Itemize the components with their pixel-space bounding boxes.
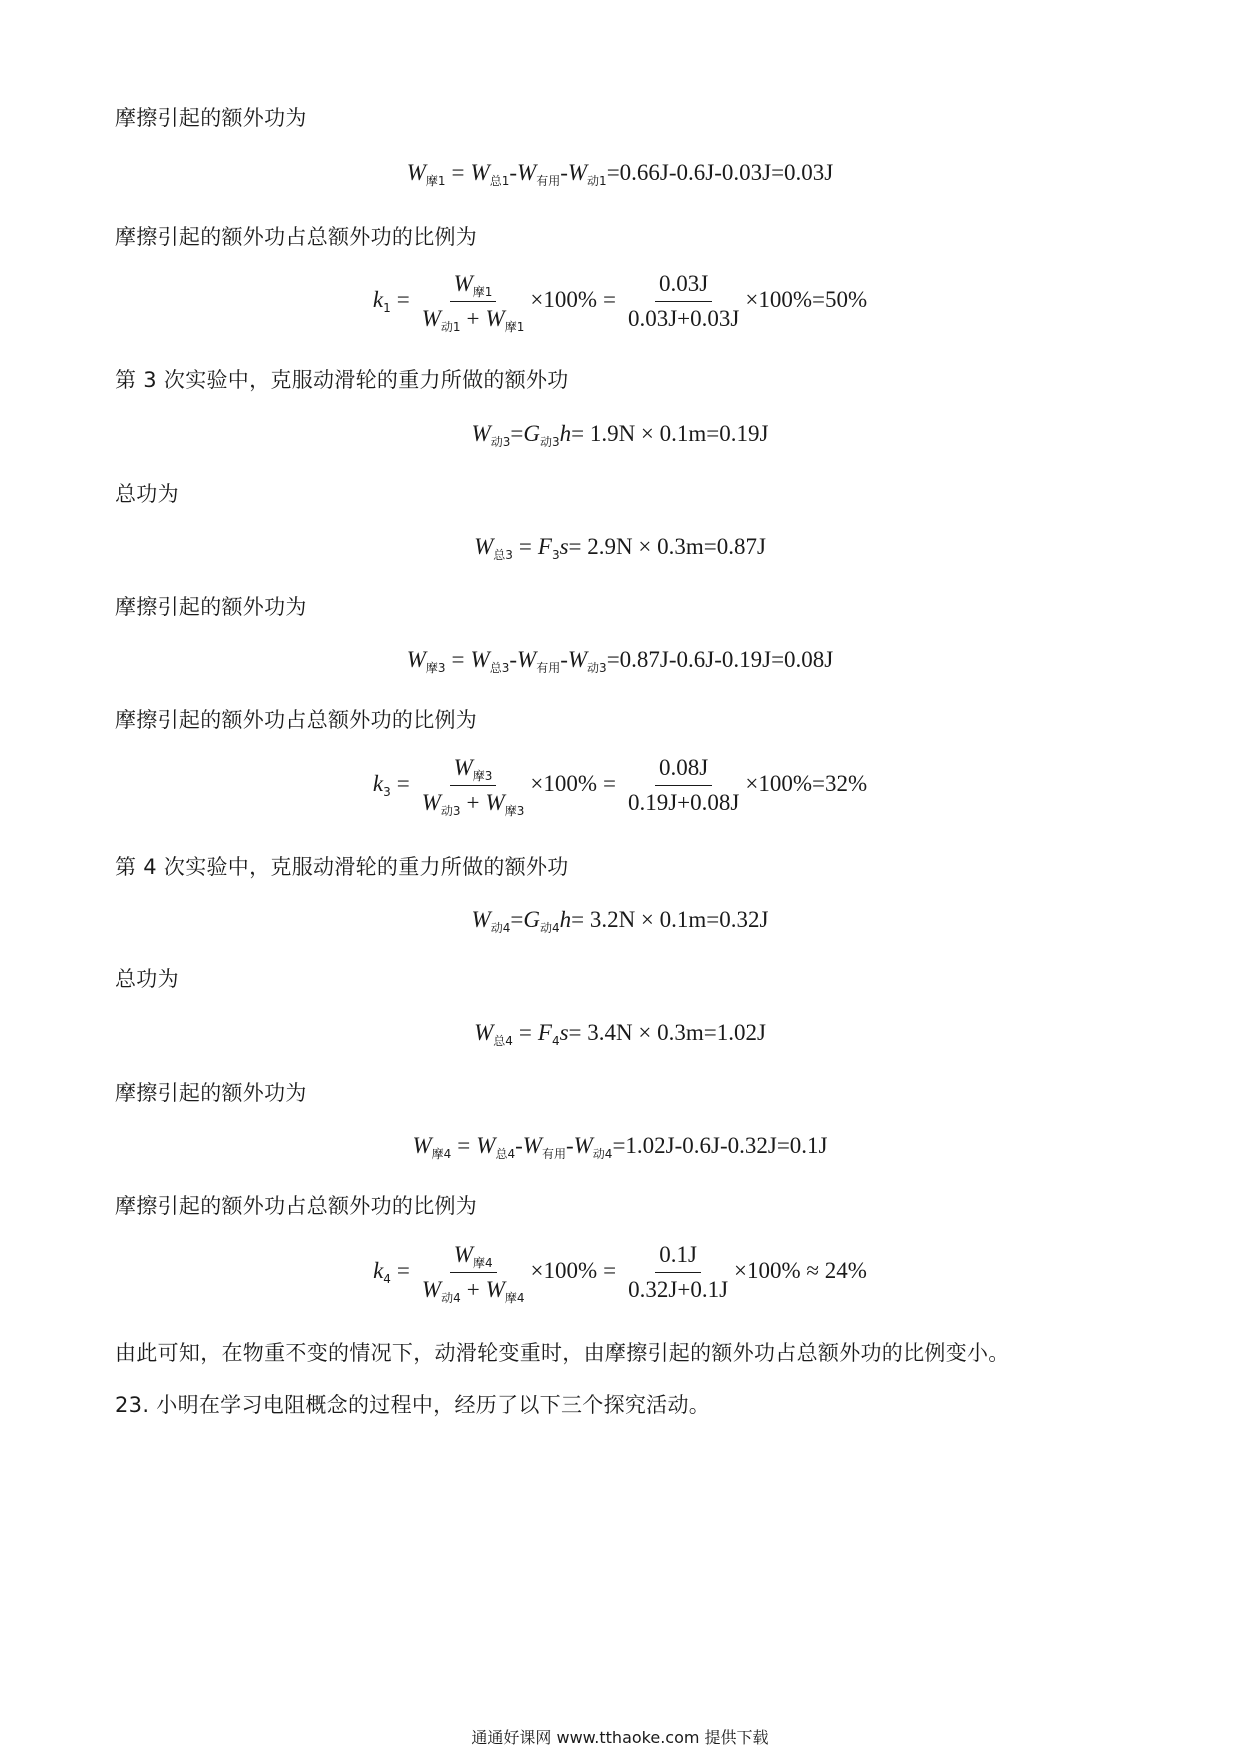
text-friction-extra-work-3: 摩擦引起的额外功为 (115, 595, 307, 619)
equation-k1: $k_1$ = $\frac{W_{摩1}}{W_{动1} + W_{摩1}}$ ×100% = $\frac{0.03J}{0.03J+0.03J}$ ×100%=50% (372, 271, 868, 334)
equation-w-total-3: $W_{总3} = F_3s= 2.9N \times 0.3m=0.87J$ (474, 534, 766, 562)
footer-credit: 通通好课网 www.tthaoke.com 提供下载 (471, 1728, 769, 1747)
equation-w-move-3: $W_{动3}=G_{动3}h= 1.9N \times 0.1m=0.19J$ (471, 421, 769, 449)
equation-w-total-4: $W_{总4} = F_4s= 3.4N \times 0.3m=1.02J$ (474, 1020, 766, 1048)
equation-k4: $k_4$ = $\frac{W_{摩4}}{W_{动4} + W_{摩4}}$ ×100% = $\frac{0.1J}{0.32J+0.1J}$ ×100% ≈ 24% (373, 1242, 867, 1305)
text-total-work-4: 总功为 (115, 967, 179, 991)
equation-w-friction-1: $W_{摩1} = W_{总1}-W_{有用}-W_{动1}=0.66J-0.6J-0.03J=0.03J$ (406, 160, 834, 188)
equation-w-move-4: $W_{动4}=G_{动4}h= 3.2N \times 0.1m=0.32J$ (471, 907, 769, 935)
text-ratio-intro-1: 摩擦引起的额外功占总额外功的比例为 (115, 225, 478, 249)
text-ratio-intro-3: 摩擦引起的额外功占总额外功的比例为 (115, 708, 478, 732)
text-conclusion: 由此可知，在物重不变的情况下，动滑轮变重时，由摩擦引起的额外功占总额外功的比例变小。 (115, 1341, 1010, 1365)
text-experiment-4-intro: 第 4 次实验中，克服动滑轮的重力所做的额外功 (115, 855, 569, 879)
text-friction-extra-work-1: 摩擦引起的额外功为 (115, 106, 307, 130)
text-ratio-intro-4: 摩擦引起的额外功占总额外功的比例为 (115, 1194, 478, 1218)
text-question-23: 23. 小明在学习电阻概念的过程中，经历了以下三个探究活动。 (115, 1393, 711, 1417)
equation-w-friction-3: $W_{摩3} = W_{总3}-W_{有用}-W_{动3}=0.87J-0.6J-0.19J=0.08J$ (406, 647, 834, 675)
equation-w-friction-4: $W_{摩4} = W_{总4}-W_{有用}-W_{动4}=1.02J-0.6J-0.32J=0.1J$ (412, 1133, 828, 1161)
equation-k3: $k_3$ = $\frac{W_{摩3}}{W_{动3} + W_{摩3}}$ ×100% = $\frac{0.08J}{0.19J+0.08J}$ ×100%=32% (372, 755, 868, 818)
text-experiment-3-intro: 第 3 次实验中，克服动滑轮的重力所做的额外功 (115, 368, 569, 392)
text-friction-extra-work-4: 摩擦引起的额外功为 (115, 1081, 307, 1105)
text-total-work-3: 总功为 (115, 482, 179, 506)
